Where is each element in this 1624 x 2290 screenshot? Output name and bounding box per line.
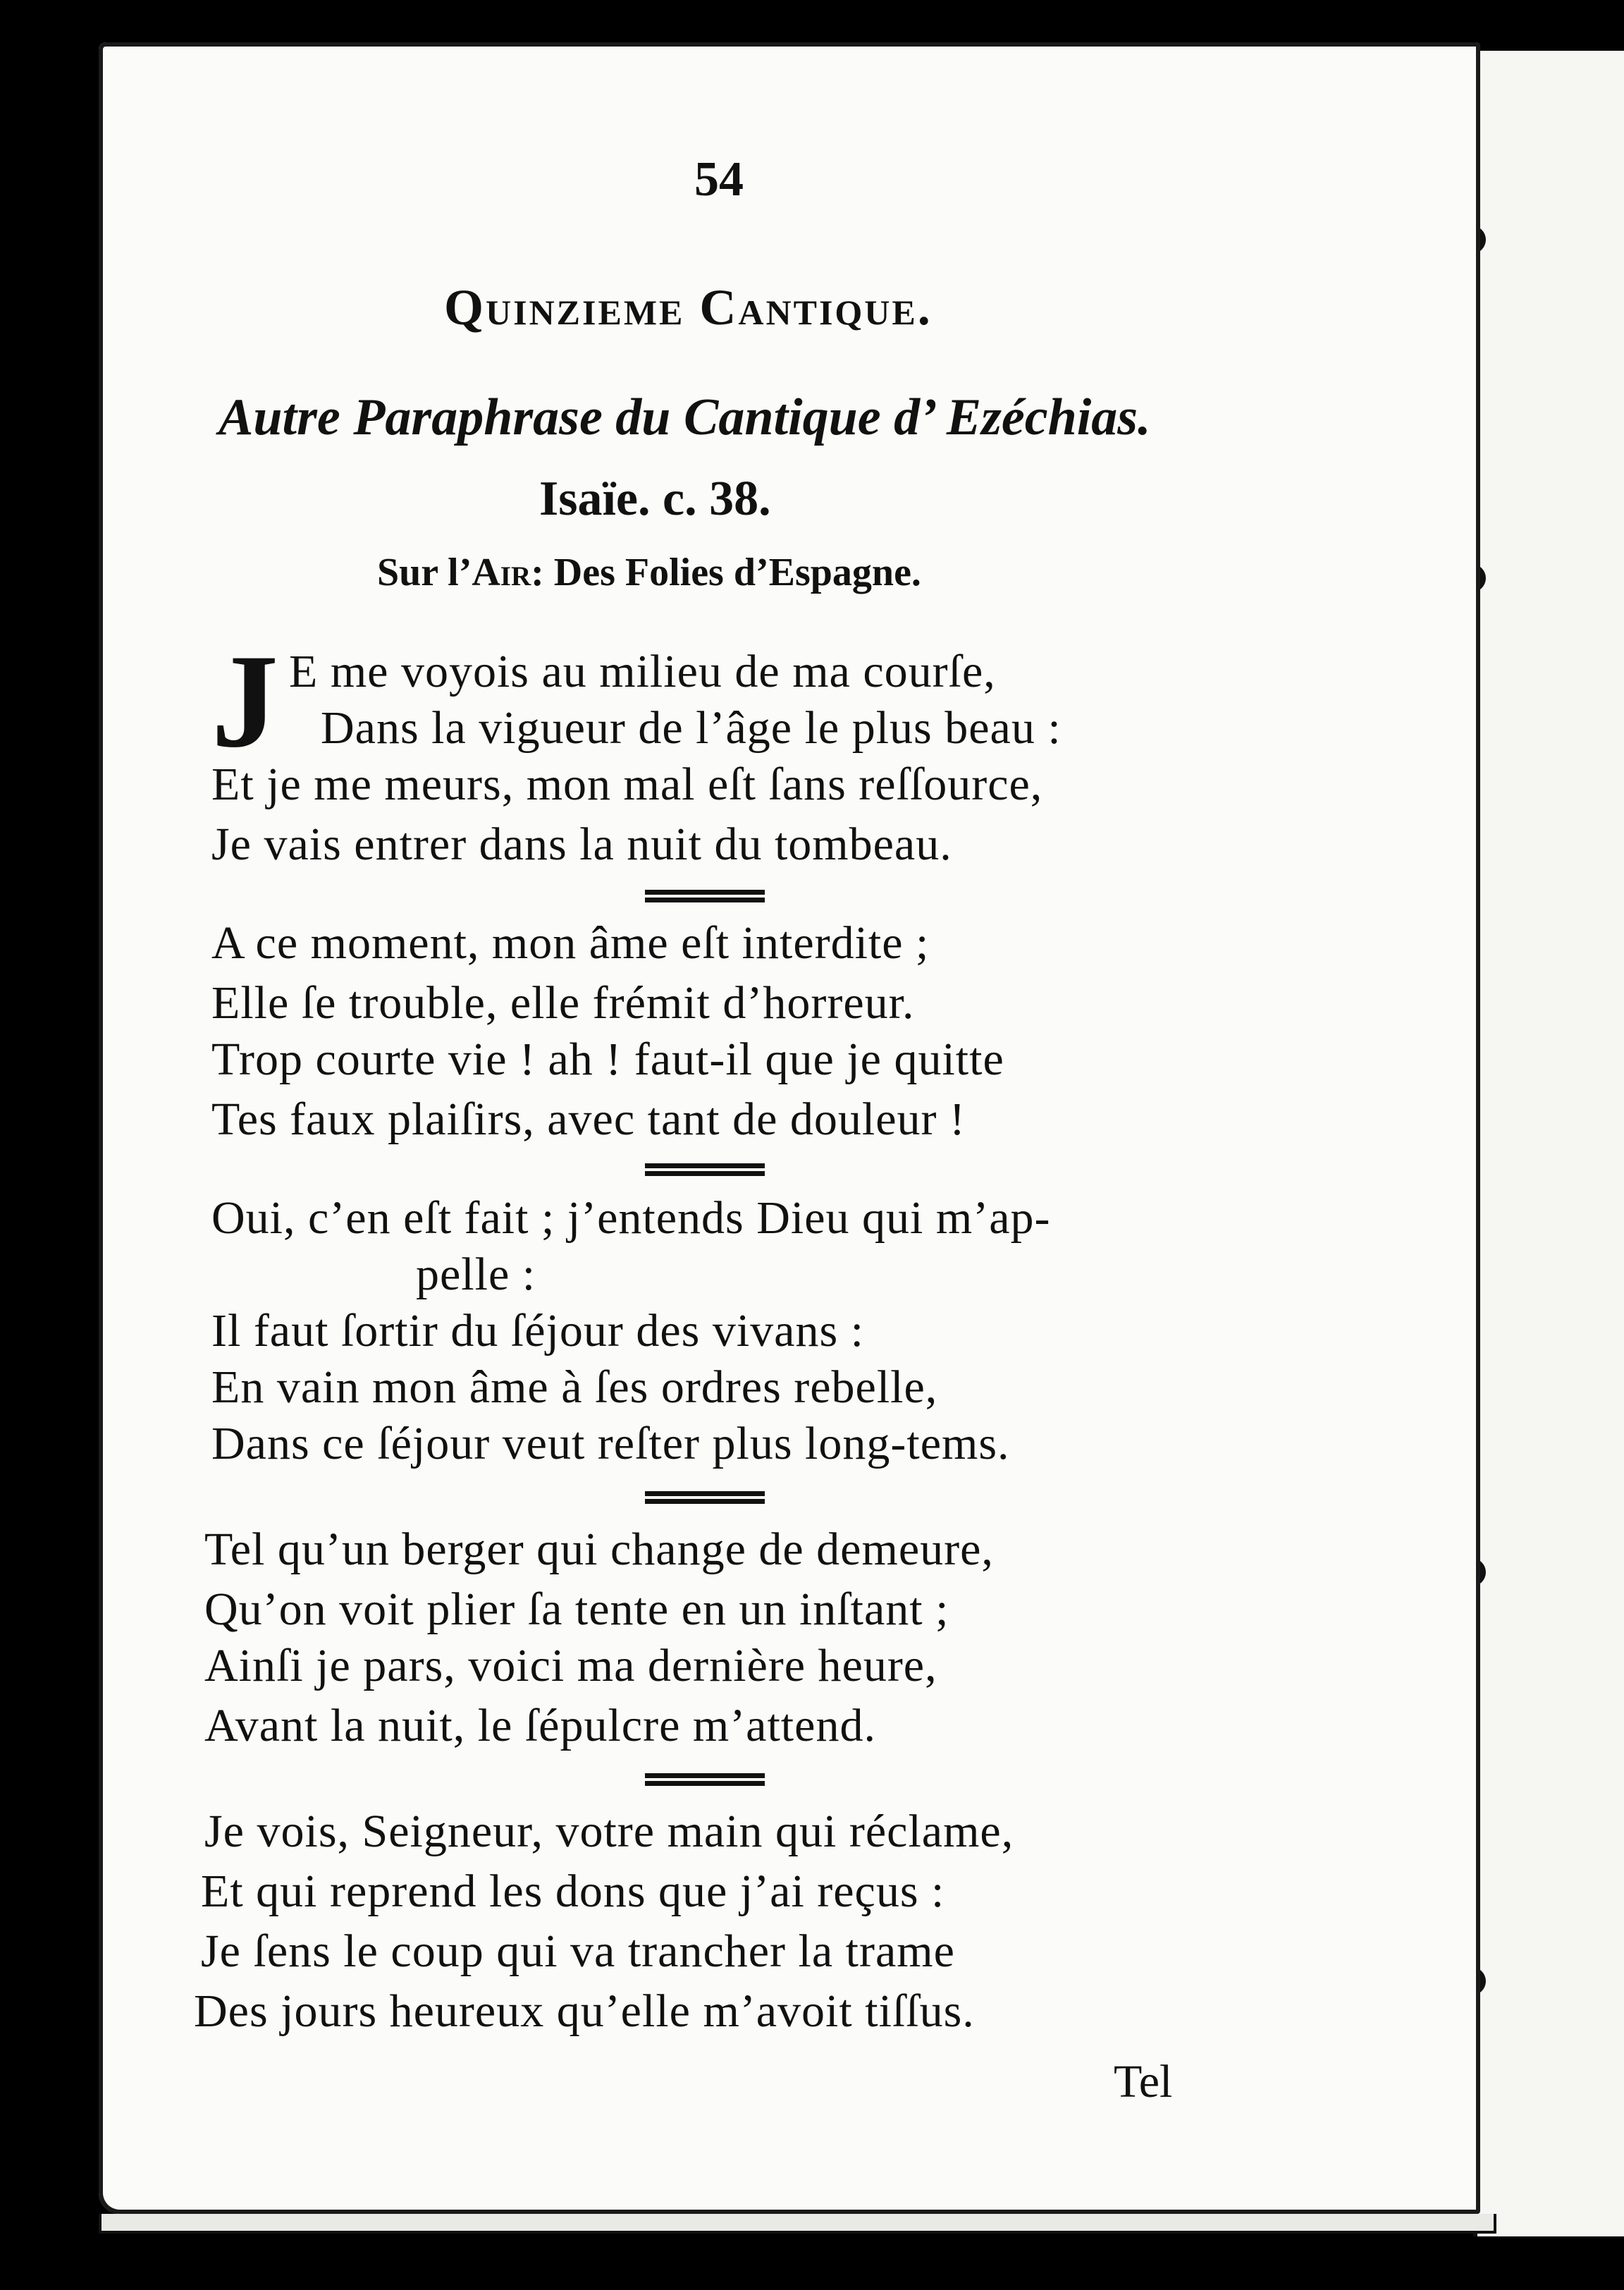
- stanza-divider: [645, 890, 765, 902]
- verse-line: Je ſens le coup qui va trancher la trame: [201, 1925, 955, 1977]
- verse-line: Je vais entrer dans la nuit du tombeau.: [211, 819, 952, 870]
- stanza-divider: [645, 1163, 765, 1176]
- stanza-divider: [645, 1773, 765, 1786]
- page-title: Quinzieme Cantique.: [444, 279, 933, 336]
- tune-prefix: Sur l’: [377, 551, 472, 594]
- verse-line: Il faut ſortir du ſéjour des vivans :: [211, 1305, 864, 1357]
- verse-line: Dans la vigueur de l’âge le plus beau :: [321, 702, 1062, 754]
- verse-line: E me voyois au milieu de ma courſe,: [289, 646, 996, 697]
- tune-name: : Des Folies d’Espagne.: [531, 551, 921, 594]
- verse-line: Oui, c’en eſt fait ; j’entends Dieu qui m’ap-: [211, 1192, 1051, 1244]
- verse-line: Tel qu’un berger qui change de demeure,: [204, 1524, 994, 1575]
- subtitle: Autre Paraphrase du Cantique d’ Ezéchias.: [219, 388, 1151, 446]
- verse-line: Je vois, Seigneur, votre main qui réclame,: [204, 1806, 1014, 1857]
- verse-line: Des jours heureux qu’elle m’avoit tiſſus.: [194, 1985, 975, 2037]
- verse-line: Tes faux plaiſirs, avec tant de douleur !: [211, 1094, 966, 1145]
- verse-line: Dans ce ſéjour veut reſter plus long-tems.: [211, 1418, 1010, 1469]
- page-stack-edge: [99, 2214, 1496, 2234]
- page-number: 54: [694, 152, 744, 207]
- verse-line: Elle ſe trouble, elle frémit d’horreur.: [211, 977, 915, 1029]
- drop-cap: J: [211, 627, 278, 776]
- verse-line: Qu’on voit plier ſa tente en un inſtant ;: [204, 1584, 949, 1635]
- verse-line: pelle :: [416, 1249, 536, 1300]
- verse-line: Et je me meurs, mon mal eſt ſans reſſource,: [211, 759, 1043, 810]
- verse-line: A ce moment, mon âme eſt interdite ;: [211, 917, 930, 969]
- verse-line: Trop courte vie ! ah ! faut-il que je quitte: [211, 1034, 1004, 1085]
- catchword: Tel: [1114, 2056, 1173, 2107]
- tune-indication: [377, 550, 921, 595]
- tune-label: Air: [472, 551, 531, 594]
- verse-line: En vain mon âme à ſes ordres rebelle,: [211, 1361, 938, 1413]
- stanza-divider: [645, 1491, 765, 1504]
- scripture-reference: Isaïe. c. 38.: [539, 472, 771, 526]
- facing-page-edge: [1473, 51, 1624, 2236]
- verse-line: Avant la nuit, le ſépulcre m’attend.: [204, 1700, 876, 1751]
- verse-line: Et qui reprend les dons que j’ai reçus :: [201, 1866, 945, 1917]
- verse-line: Ainſi je pars, voici ma dernière heure,: [204, 1640, 937, 1691]
